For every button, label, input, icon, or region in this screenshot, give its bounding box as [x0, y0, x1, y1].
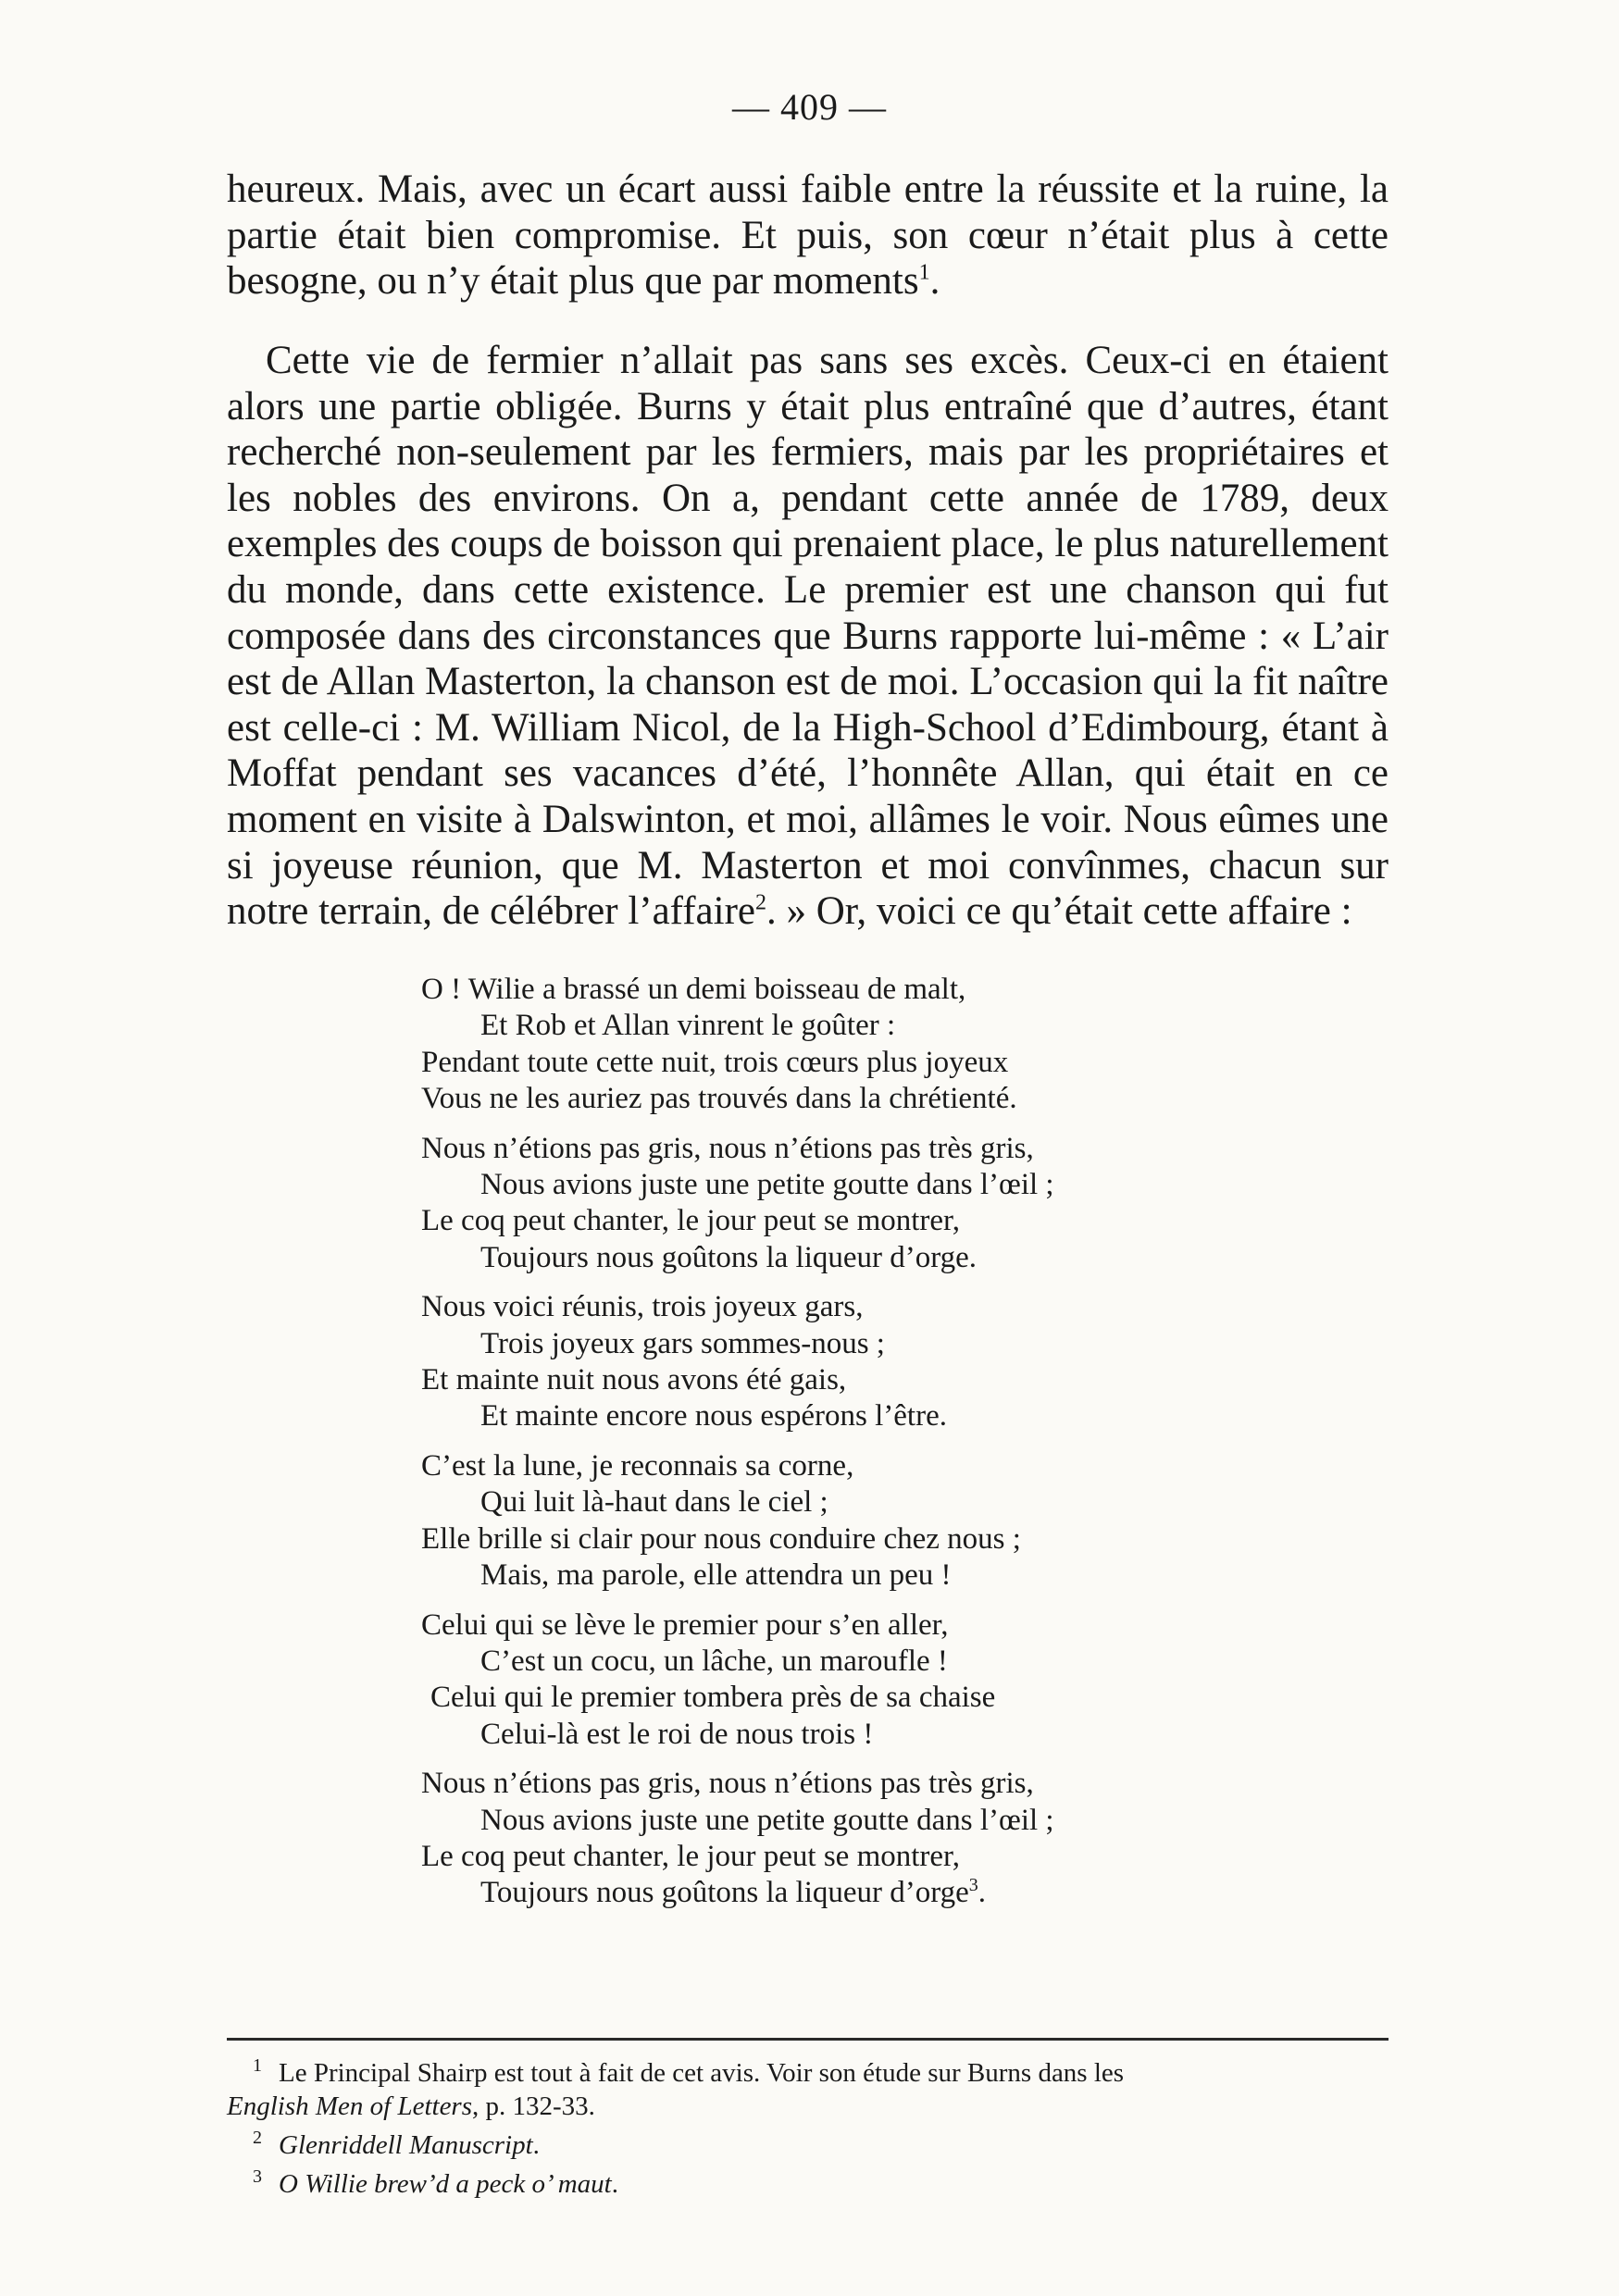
footnote-3-italic: O Willie brew’d a peck o’ maut	[279, 2169, 612, 2199]
footnote-1-continuation	[227, 2090, 1389, 2123]
footnote-1-after: , p. 132-33.	[472, 2091, 595, 2121]
poem-line: Et Rob et Allan vinrent le goûter :	[480, 1009, 896, 1043]
footnote-2: 2 Glenriddell Manuscript.	[253, 2128, 540, 2160]
footnote-ref-3: 3	[968, 1875, 978, 1896]
page-number: — 409 —	[732, 86, 887, 128]
paragraph-1	[227, 167, 1389, 304]
poem-line: O ! Wilie a brassé un demi boisseau de malt,	[421, 973, 966, 1006]
footnote-1-italic: English Men of Letters	[227, 2091, 473, 2121]
poem-line: Elle brille si clair pour nous conduire chez nous ;	[421, 1521, 1021, 1556]
footnote-2-italic: Glenriddell Manuscript	[279, 2130, 533, 2160]
poem-line: Nous n’étions pas gris, nous n’étions pas très gris,	[421, 1767, 1034, 1801]
poem-last-line-end: .	[978, 1876, 987, 1910]
paragraph-2	[227, 338, 1389, 935]
poem-line: Toujours nous goûtons la liqueur d’orge.	[480, 1240, 978, 1274]
poem-line: Nous avions juste une petite goutte dans l’œil ;	[480, 1168, 1054, 1202]
stanza-2	[421, 1131, 1254, 1277]
poem-line: C’est un cocu, un lâche, un maroufle !	[480, 1644, 948, 1678]
stanza-1	[421, 972, 1254, 1118]
footnote-3: 3 O Willie brew’d a peck o’ maut.	[253, 2166, 618, 2199]
poem-line	[421, 1875, 1254, 1911]
stanza-6	[421, 1766, 1254, 1912]
poem-line: Le coq peut chanter, le jour peut se montrer,	[421, 1204, 960, 1238]
poem-line: Mais, ma parole, elle attendra un peu !	[480, 1558, 952, 1593]
poem-line: Et mainte encore nous espérons l’être.	[480, 1399, 947, 1433]
poem-last-line-text: Toujours nous goûtons la liqueur d’orge	[480, 1876, 969, 1910]
poem-line: Qui luit là-haut dans le ciel ;	[480, 1485, 828, 1520]
footnote-1: 1 Le Principal Shairp est tout à fait de cet avis. Voir son étude sur Burns dans les English Men of Letters, p. 132-33.	[227, 2056, 1389, 2123]
poem-line: C’est la lune, je reconnais sa corne,	[421, 1448, 854, 1483]
poem-line: Et mainte nuit nous avons été gais,	[421, 1363, 847, 1397]
poem-line: Nous avions juste une petite goutte dans l’œil ;	[480, 1803, 1054, 1837]
stanza-5	[421, 1607, 1254, 1754]
poem-line: Vous ne les auriez pas trouvés dans la chrétienté.	[421, 1082, 1017, 1116]
poem-line: Celui qui le premier tombera près de sa chaise	[430, 1681, 996, 1715]
paragraph-2-text: Cette vie de fermier n’allait pas sans ses excès. Ceux-ci en étaient alors une partie obligée. Burns y était plus entraîné que d’autres, étant recherché non-seulement par les fermiers, mais par les propriétaires et les nobles des environs. On a, pendant cette année de 1789, deux exemples des coups de boisson qui prenaient place, le plus naturellement du monde, dans cette existence. Le premier est une chanson qui fut composée dans des circonstances que Burns rapporte lui-même : « L’air est de Allan Masterton, la chanson est de moi. L’occasion qui la fit naître est celle-ci : M. William Nicol, de la High-School d’Edimbourg, étant à Moffat pendant ses vacances d’été, l’honnête Allan, qui était en ce moment en visite à Dalswinton, et moi, allâmes le voir. Nous eûmes une si joyeuse réunion, que M. Masterton et moi convînmes, chacun sur notre terrain, de célébrer l’affaire	[227, 339, 1389, 934]
footnote-2-after: .	[532, 2130, 540, 2160]
paragraph-1-text: heureux. Mais, avec un écart aussi faible entre la réussite et la ruine, la partie était bien compromise. Et puis, son cœur n’était plus à cette besogne, ou n’y était plus que par moments	[227, 168, 1389, 304]
paragraph-1-end: .	[929, 259, 940, 304]
footnote-ref-2: 2	[754, 890, 766, 915]
stanza-3	[421, 1289, 1254, 1435]
poem-line: Pendant toute cette nuit, trois cœurs plus joyeux	[421, 1045, 1009, 1079]
footnotes	[227, 2056, 1389, 2206]
poem	[421, 972, 1254, 1925]
poem-line: Nous n’étions pas gris, nous n’étions pas très gris,	[421, 1131, 1034, 1165]
footnote-separator	[227, 2038, 1389, 2041]
poem-line: Celui-là est le roi de nous trois !	[480, 1717, 874, 1751]
paragraph-2-end: . » Or, voici ce qu’était cette affaire :	[766, 889, 1352, 934]
stanza-4	[421, 1448, 1254, 1595]
footnote-1-text: Le Principal Shairp est tout à fait de cet avis. Voir son étude sur Burns dans les	[279, 2058, 1125, 2088]
footnote-3-after: .	[611, 2169, 618, 2199]
poem-line: Nous voici réunis, trois joyeux gars,	[421, 1290, 864, 1324]
footnote-ref-1: 1	[918, 260, 930, 285]
poem-line: Trois joyeux gars sommes-nous ;	[480, 1326, 885, 1360]
poem-line: Le coq peut chanter, le jour peut se montrer,	[421, 1839, 960, 1873]
poem-line: Celui qui se lève le premier pour s’en aller,	[421, 1607, 949, 1642]
